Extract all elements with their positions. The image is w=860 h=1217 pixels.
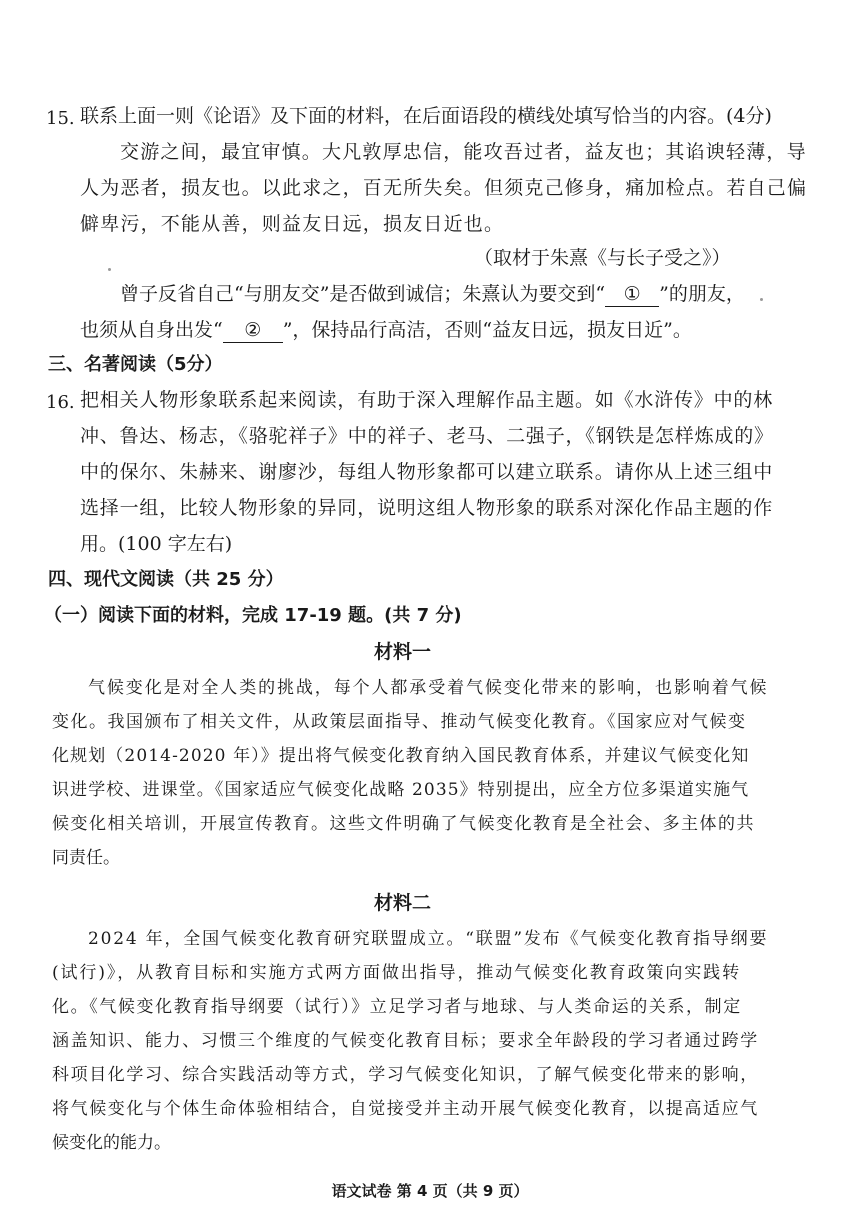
question-15-prompt: 联系上面一则《论语》及下面的材料，在后面语段的横线处填写恰当的内容。(4分) [80, 105, 772, 127]
q15-fill-line-1-before: 曾子反省自己“与朋友交”是否做到诚信；朱熹认为要交到“ [120, 283, 606, 305]
material-2-title: 材料二 [374, 892, 432, 914]
q16-line-2: 冲、鲁达、杨志，《骆驼祥子》中的祥子、老马、二强子，《钢铁是怎样炼成的》 [80, 425, 774, 447]
material-2-line-3: 化。《气候变化教育指导纲要（试行）》立足学习者与地球、与人类命运的关系，制定 [52, 997, 742, 1017]
q16-line-3: 中的保尔、朱赫来、谢廖沙，每组人物形象都可以建立联系。请你从上述三组中 [80, 461, 774, 483]
q15-fill-line-2-before: 也须从自身出发“ [80, 319, 223, 341]
q15-fill-line-1 [120, 282, 745, 307]
material-2-line-6: 将气候变化与个体生命体验相结合，自觉接受并主动开展气候变化教育，以提高适应气 [52, 1099, 759, 1119]
part-1-heading: （一）阅读下面的材料，完成 17-19 题。(共 7 分) [44, 605, 462, 626]
material-1-line-3: 化规划（2014-2020 年）》提出将气候变化教育纳入国民教育体系，并建议气候变化知 [52, 746, 750, 766]
material-1-line-2: 变化。我国颁布了相关文件，从政策层面指导、推动气候变化教育。《国家应对气候变 [52, 712, 747, 732]
scan-speck [760, 298, 763, 301]
q15-fill-line-1-after: ”的朋友， [659, 283, 745, 305]
q16-line-1: 把相关人物形象联系起来阅读，有助于深入理解作品主题。如《水浒传》中的林 [80, 389, 774, 411]
q15-passage-line-1: 交游之间，最宜审慎。大凡敦厚忠信，能攻吾过者，益友也；其谄谀轻薄，导 [120, 141, 807, 163]
material-1-line-1: 气候变化是对全人类的挑战，每个人都承受着气候变化带来的影响，也影响着气候 [88, 678, 769, 698]
section-3-heading: 三、名著阅读（5分） [48, 354, 223, 375]
q15-fill-line-2 [80, 318, 692, 343]
material-2-line-2: (试行)》，从教育目标和实施方式两方面做出指导，推动气候变化教育政策向实践转 [52, 963, 741, 983]
q16-line-4: 选择一组，比较人物形象的异同，说明这组人物形象的联系对深化作品主题的作 [80, 497, 774, 519]
q15-fill-line-2-after: ”，保持品行高洁，否则“益友日远，损友日近”。 [282, 319, 692, 341]
material-2-line-5: 科项目化学习、综合实践活动等方式，学习气候变化知识，了解气候变化带来的影响， [52, 1065, 759, 1085]
material-1-line-6: 同责任。 [52, 848, 120, 868]
section-4-heading: 四、现代文阅读（共 25 分） [48, 569, 284, 590]
q15-source: （取材于朱熹《与长子受之》） [474, 247, 731, 269]
page-footer: 语文试卷 第 4 页（共 9 页） [331, 1182, 529, 1200]
question-16-number: 16. [46, 392, 75, 413]
scan-speck [108, 268, 111, 271]
q16-line-5: 用。(100 字左右) [80, 533, 233, 555]
answer-blank-1[interactable]: ① [605, 282, 659, 307]
material-2-line-4: 涵盖知识、能力、习惯三个维度的气候变化教育目标；要求全年龄段的学习者通过跨学 [52, 1031, 759, 1051]
material-1-line-4: 识进学校、进课堂。《国家适应气候变化战略 2035》特别提出，应全方位多渠道实施气 [52, 780, 750, 800]
material-1-line-5: 候变化相关培训，开展宣传教育。这些文件明确了气候变化教育是全社会、多主体的共 [52, 814, 755, 834]
answer-blank-2[interactable]: ② [223, 318, 283, 343]
question-15-number: 15. [46, 108, 75, 129]
material-2-line-7: 候变化的能力。 [52, 1133, 171, 1153]
q15-passage-line-3: 僻卑污，不能从善，则益友日远，损友日近也。 [80, 213, 505, 235]
q15-passage-line-2: 人为恶者，损友也。以此求之，百无所失矣。但须克己修身，痛加检点。若自己偏 [80, 177, 808, 199]
material-2-line-1: 2024 年，全国气候变化教育研究联盟成立。“联盟”发布《气候变化教育指导纲要 [88, 929, 769, 949]
material-1-title: 材料一 [374, 641, 432, 663]
